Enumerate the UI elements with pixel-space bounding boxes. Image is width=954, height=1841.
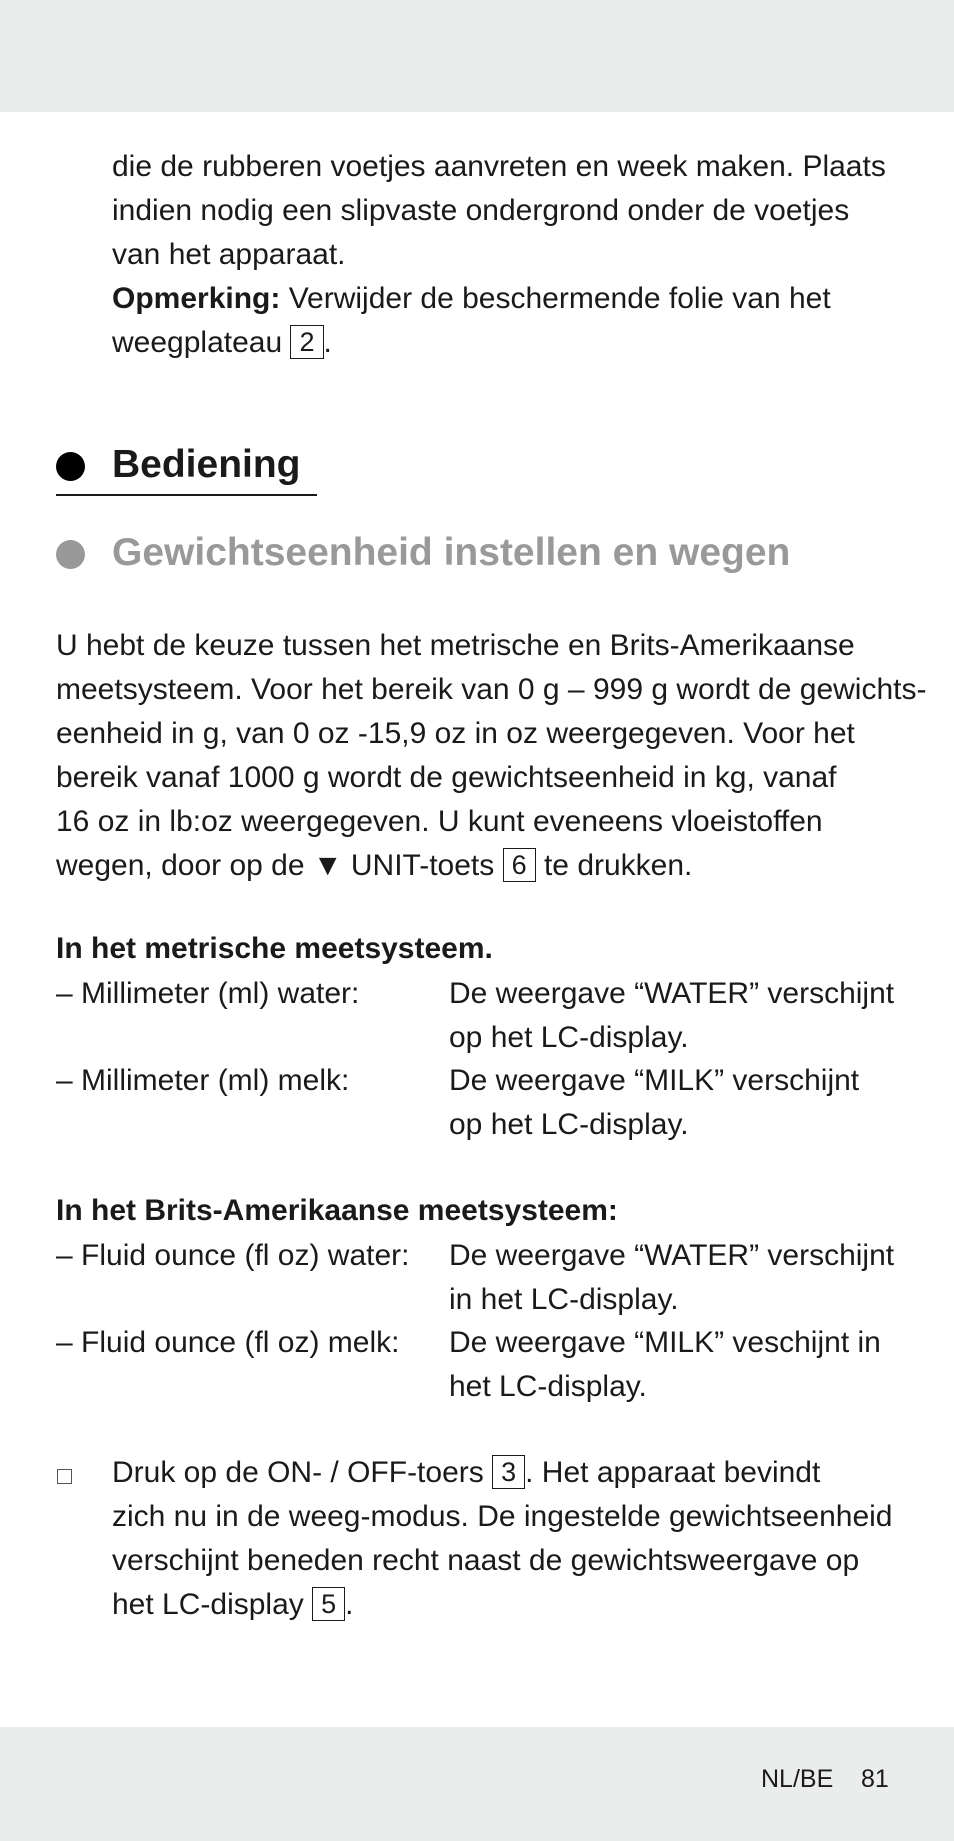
imperial-row-value bbox=[449, 1234, 929, 1322]
note-end: . bbox=[323, 326, 332, 359]
page-number: 81 bbox=[861, 1765, 889, 1793]
paragraph-line: eenheid in g, van 0 oz -15,9 oz in oz weergegeven. Voor het bbox=[56, 717, 855, 750]
subsection-bullet bbox=[56, 540, 85, 569]
paragraph-last-end: te drukken. bbox=[535, 849, 693, 882]
reference-box: 3 bbox=[492, 1455, 525, 1489]
note-text: Verwijder de beschermende folie van het bbox=[280, 282, 831, 315]
paragraph-line: meetsysteem. Voor het bereik van 0 g – 999 g wordt de gewichts- bbox=[56, 673, 927, 706]
intro-note bbox=[112, 277, 932, 321]
value-line: op het LC-display. bbox=[449, 1108, 689, 1141]
imperial-heading: In het Brits-Amerikaanse meetsysteem: bbox=[56, 1194, 618, 1227]
step-text bbox=[112, 1451, 942, 1627]
step-line-4-start: het LC-display bbox=[112, 1588, 313, 1621]
imperial-row-value bbox=[449, 1321, 929, 1409]
value-line: De weergave “MILK” verschijnt bbox=[449, 1064, 860, 1097]
imperial-row-label: – Fluid ounce (fl oz) melk: bbox=[56, 1326, 400, 1359]
step-line-1-start: Druk op de ON- / OFF-toers bbox=[112, 1456, 493, 1489]
value-line: het LC-display. bbox=[449, 1370, 647, 1403]
metric-row-label: – Millimeter (ml) water: bbox=[56, 977, 360, 1010]
step-line-1-end: . Het apparaat bevindt bbox=[525, 1456, 821, 1489]
reference-box: 6 bbox=[503, 848, 536, 882]
section-underline bbox=[56, 494, 317, 496]
reference-box: 5 bbox=[312, 1587, 345, 1621]
step-line-1 bbox=[112, 1451, 942, 1495]
footer-locale: NL/BE bbox=[761, 1765, 834, 1793]
intro-text bbox=[112, 145, 932, 365]
metric-row-value bbox=[449, 1059, 929, 1147]
step-line-4 bbox=[112, 1583, 942, 1627]
step-line: verschijnt beneden recht naast de gewichtsweergave op bbox=[112, 1544, 860, 1577]
step-checkbox bbox=[57, 1469, 72, 1484]
paragraph-line: bereik vanaf 1000 g wordt de gewichtseenheid in kg, vanaf bbox=[56, 761, 837, 794]
note-text-2: weegplateau bbox=[112, 326, 291, 359]
step-line: zich nu in de weeg-modus. De ingestelde gewichtseenheid bbox=[112, 1500, 893, 1533]
top-band bbox=[0, 0, 954, 112]
paragraph-line: U hebt de keuze tussen het metrische en Brits-Amerikaanse bbox=[56, 629, 855, 662]
subsection-title: Gewichtseenheid instellen en wegen bbox=[112, 531, 791, 574]
metric-heading: In het metrische meetsysteem. bbox=[56, 932, 493, 965]
paragraph-last-line bbox=[56, 844, 936, 888]
value-line: De weergave “WATER” verschijnt bbox=[449, 977, 895, 1010]
intro-note-line2 bbox=[112, 321, 932, 365]
note-label: Opmerking: bbox=[112, 282, 281, 315]
intro-line: van het apparaat. bbox=[112, 238, 346, 271]
metric-row-value bbox=[449, 972, 929, 1060]
paragraph-last-start: wegen, door op de ▼ UNIT-toets bbox=[56, 849, 503, 882]
imperial-row-label: – Fluid ounce (fl oz) water: bbox=[56, 1239, 410, 1272]
reference-box: 2 bbox=[290, 325, 323, 359]
section-bullet bbox=[56, 452, 85, 481]
intro-line: die de rubberen voetjes aanvreten en week maken. Plaats bbox=[112, 150, 886, 183]
paragraph bbox=[56, 624, 936, 888]
step-line-4-end: . bbox=[345, 1588, 354, 1621]
paragraph-line: 16 oz in lb:oz weergegeven. U kunt eveneens vloeistoffen bbox=[56, 805, 823, 838]
value-line: in het LC-display. bbox=[449, 1283, 679, 1316]
section-title: Bediening bbox=[112, 443, 301, 486]
value-line: op het LC-display. bbox=[449, 1021, 689, 1054]
metric-row-label: – Millimeter (ml) melk: bbox=[56, 1064, 350, 1097]
value-line: De weergave “MILK” veschijnt in bbox=[449, 1326, 881, 1359]
intro-line: indien nodig een slipvaste ondergrond onder de voetjes bbox=[112, 194, 850, 227]
value-line: De weergave “WATER” verschijnt bbox=[449, 1239, 895, 1272]
